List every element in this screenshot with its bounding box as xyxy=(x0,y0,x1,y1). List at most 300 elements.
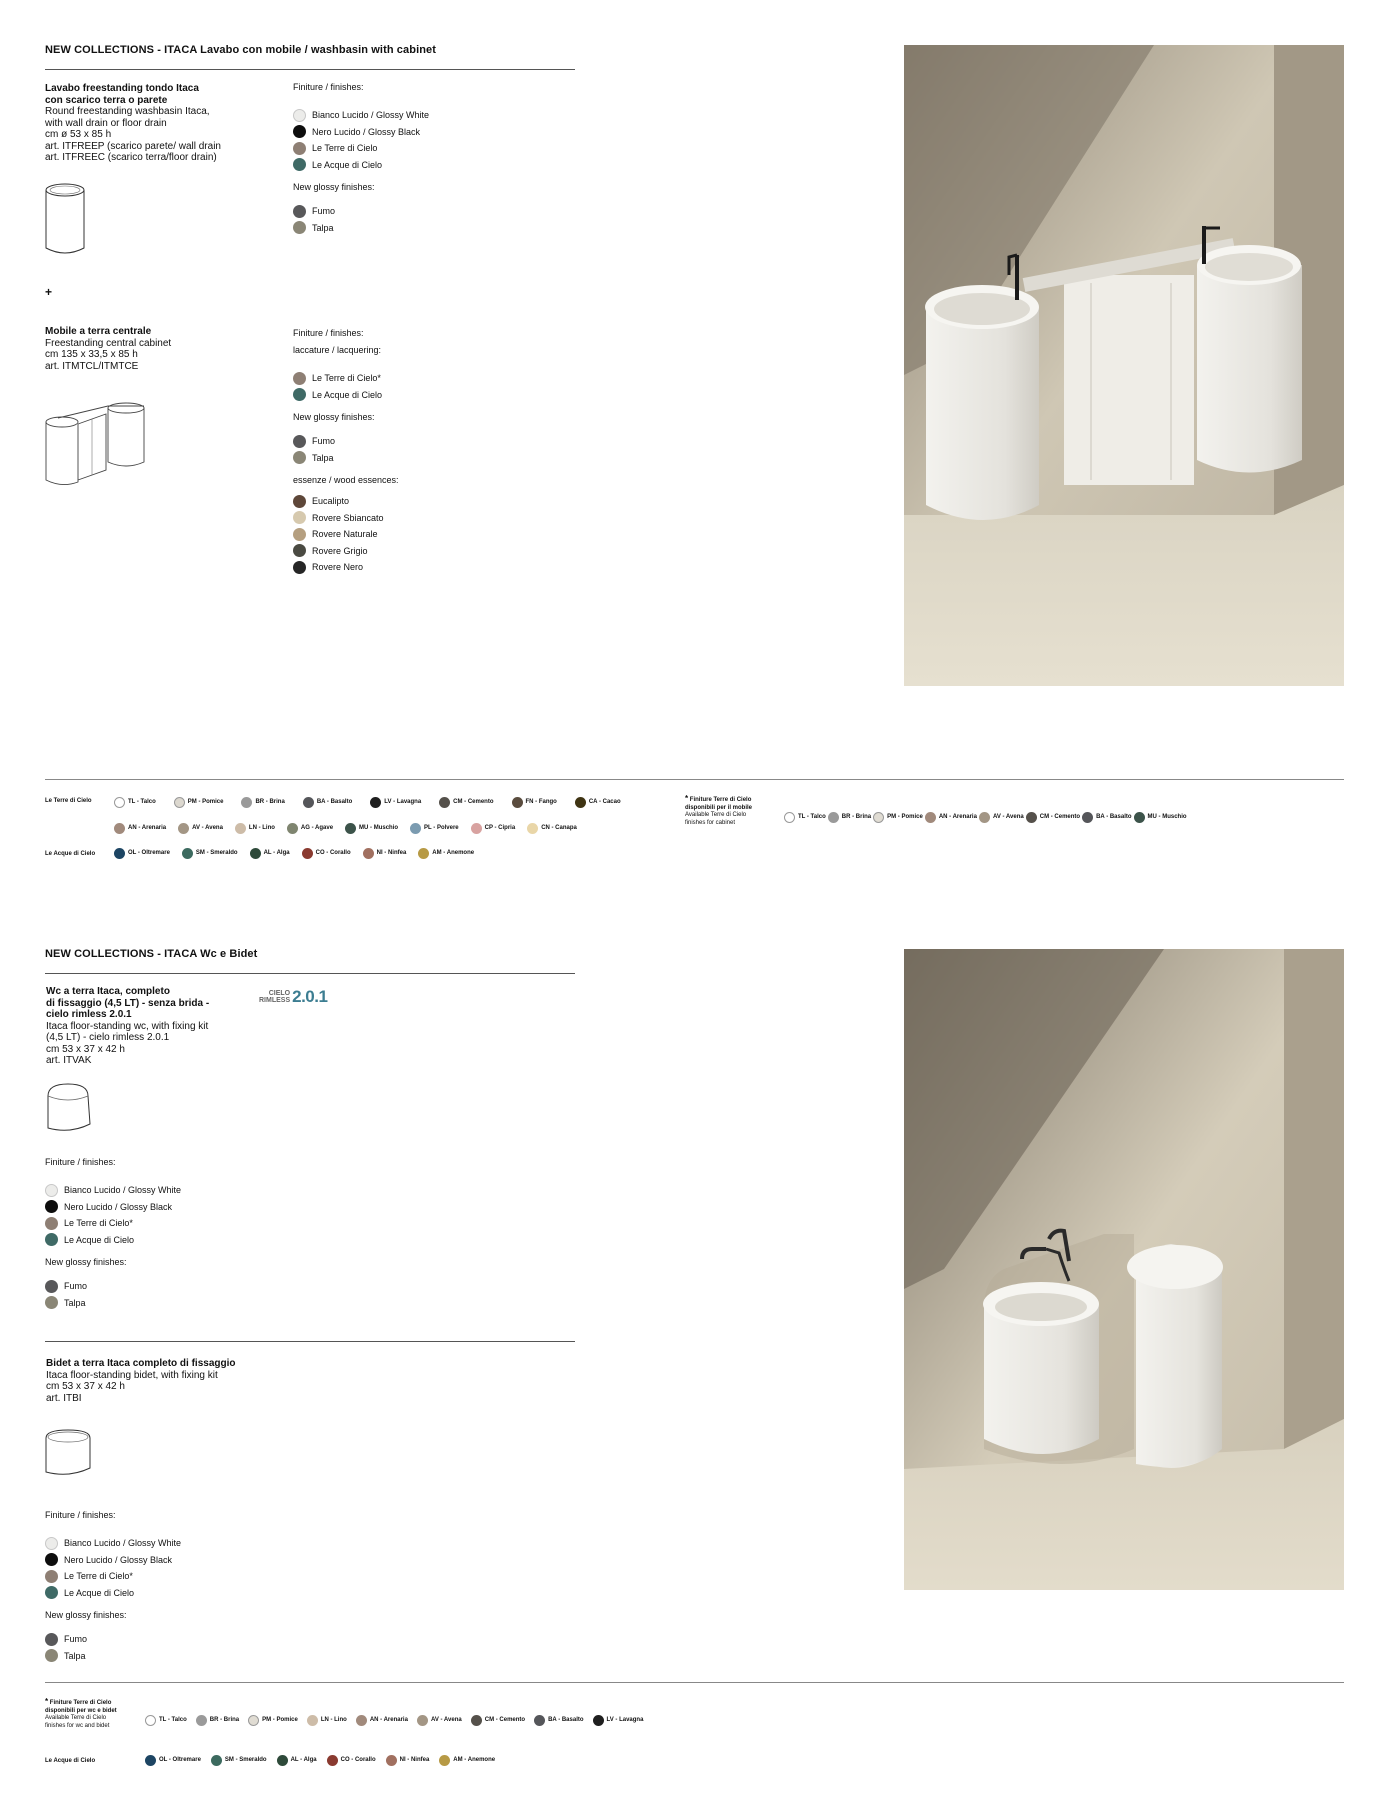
swatch-dot xyxy=(114,848,125,859)
acque-swatch-row xyxy=(145,1753,505,1767)
finish-item xyxy=(45,1631,265,1648)
finish-item xyxy=(293,510,493,527)
wc-name: di fissaggio (4,5 LT) - senza brida - xyxy=(46,997,210,1009)
bidet-description xyxy=(46,1358,306,1404)
swatch-dot xyxy=(417,1715,428,1726)
swatch-dot xyxy=(345,823,356,834)
swatch-dot xyxy=(410,823,421,834)
finishes-list xyxy=(293,370,493,403)
cielo-rimless-logo xyxy=(259,987,327,1007)
finish-color-dot xyxy=(45,1633,58,1646)
finish-color-dot xyxy=(293,205,306,218)
color-swatch xyxy=(512,797,557,808)
washbasin-line: cm ø 53 x 85 h xyxy=(45,129,112,140)
color-swatch xyxy=(1026,812,1080,823)
swatch-dot xyxy=(287,823,298,834)
color-swatch xyxy=(211,1755,267,1766)
swatch-dot xyxy=(182,848,193,859)
finish-label: Talpa xyxy=(312,222,334,233)
wc-line-drawing xyxy=(44,1082,92,1134)
note-line: disponibili per il mobile xyxy=(685,804,753,811)
washbasin-line: art. ITFREEC (scarico terra/floor drain) xyxy=(45,152,217,163)
wood-label: essenze / wood essences: xyxy=(293,475,399,485)
finish-color-dot xyxy=(293,528,306,541)
swatch-label: PL - Polvere xyxy=(424,825,459,831)
wc-bidet-photo xyxy=(904,949,1344,1590)
wc-swatch-row xyxy=(145,1713,652,1727)
swatch-dot xyxy=(235,823,246,834)
new-finishes-list xyxy=(45,1278,265,1311)
color-swatch xyxy=(196,1715,239,1726)
swatch-label: TL - Talco xyxy=(159,1717,187,1723)
swatch-label: OL - Oltremare xyxy=(128,850,170,856)
section1-swatch-rule xyxy=(45,779,1344,780)
washbasin-line: with wall drain or floor drain xyxy=(45,117,167,129)
finish-color-dot xyxy=(45,1200,58,1213)
finish-item xyxy=(293,140,493,157)
color-swatch xyxy=(307,1715,347,1726)
finish-item xyxy=(45,1295,265,1312)
finish-color-dot xyxy=(45,1553,58,1566)
color-swatch xyxy=(439,797,493,808)
swatch-dot xyxy=(873,812,884,823)
washbasin-finishes xyxy=(293,81,493,236)
bidet-line: art. ITBI xyxy=(46,1392,82,1404)
finish-label: Le Terre di Cielo* xyxy=(312,373,381,384)
finish-label: Talpa xyxy=(312,452,334,463)
note-line: Finiture Terre di Cielo xyxy=(49,1700,112,1706)
color-swatch xyxy=(527,823,577,834)
swatch-dot xyxy=(386,1755,397,1766)
cabinet-line: art. ITMTCL/ITMTCE xyxy=(45,360,139,372)
swatch-dot xyxy=(784,812,795,823)
swatch-dot xyxy=(418,848,429,859)
section2-mid-rule xyxy=(45,1341,575,1342)
finish-item xyxy=(293,203,493,220)
finish-item xyxy=(293,107,493,124)
finish-color-dot xyxy=(293,435,306,448)
washbasin-description xyxy=(45,83,275,164)
finish-label: Talpa xyxy=(64,1297,86,1308)
swatch-dot xyxy=(248,1715,259,1726)
swatch-dot xyxy=(114,797,125,808)
finishes-list xyxy=(45,1182,265,1248)
swatch-dot xyxy=(250,848,261,859)
swatch-dot xyxy=(114,823,125,834)
color-swatch xyxy=(114,823,166,834)
swatch-label: MU - Muschio xyxy=(1147,814,1187,820)
finish-label: Bianco Lucido / Glossy White xyxy=(64,1185,182,1196)
finish-color-dot xyxy=(45,1280,58,1293)
color-swatch xyxy=(248,1715,298,1726)
finish-item xyxy=(45,1199,265,1216)
color-swatch xyxy=(873,812,923,823)
finish-label: Bianco Lucido / Glossy White xyxy=(64,1538,182,1549)
wc-finishes xyxy=(45,1156,265,1311)
finish-color-dot xyxy=(45,1570,58,1583)
finish-color-dot xyxy=(45,1233,58,1246)
acque-label: Le Acque di Cielo xyxy=(45,851,96,857)
swatch-label: TL - Talco xyxy=(128,799,156,805)
swatch-dot xyxy=(307,1715,318,1726)
finish-item xyxy=(45,1535,265,1552)
swatch-label: MU - Muschio xyxy=(359,825,399,831)
finish-color-dot xyxy=(293,125,306,138)
swatch-dot xyxy=(174,797,185,808)
finish-item xyxy=(293,450,493,467)
swatch-label: AG - Agave xyxy=(300,825,334,831)
swatch-label: AN - Arenaria xyxy=(128,825,167,831)
cabinet-finishes xyxy=(293,327,493,576)
finish-color-dot xyxy=(293,158,306,171)
swatch-label: AV - Avena xyxy=(992,814,1024,820)
swatch-dot xyxy=(145,1715,156,1726)
swatch-dot xyxy=(277,1755,288,1766)
color-swatch xyxy=(356,1715,408,1726)
swatch-label: NI - Ninfea xyxy=(399,1757,430,1763)
swatch-dot xyxy=(327,1755,338,1766)
finish-item xyxy=(45,1182,265,1199)
swatch-label: AL - Alga xyxy=(290,1757,317,1763)
swatch-dot xyxy=(439,1755,450,1766)
finish-label: Le Terre di Cielo xyxy=(312,143,378,154)
swatch-dot xyxy=(534,1715,545,1726)
swatch-label: BR - Brina xyxy=(255,799,285,805)
finish-color-dot xyxy=(293,544,306,557)
color-swatch xyxy=(925,812,977,823)
finish-label: Fumo xyxy=(312,206,336,217)
logo-mid-text: RIMLESS xyxy=(259,997,291,1004)
cabinet-name: Mobile a terra centrale xyxy=(45,326,152,337)
new-finishes-list xyxy=(293,433,493,466)
color-swatch xyxy=(174,797,224,808)
finish-color-dot xyxy=(45,1649,58,1662)
finish-color-dot xyxy=(293,388,306,401)
cabinet-swatch-row xyxy=(784,810,1189,824)
swatch-dot xyxy=(1026,812,1037,823)
color-swatch xyxy=(302,848,351,859)
section2-title: NEW COLLECTIONS - ITACA Wc e Bidet xyxy=(45,948,258,960)
finish-label: Rovere Grigio xyxy=(312,545,368,556)
bidet-line-drawing xyxy=(43,1428,93,1478)
color-swatch xyxy=(345,823,398,834)
swatch-label: BR - Brina xyxy=(841,814,872,820)
color-swatch xyxy=(145,1755,201,1766)
cabinet-line: Freestanding central cabinet xyxy=(45,337,172,349)
wc-bidet-availability-note xyxy=(45,1698,135,1730)
swatch-dot xyxy=(178,823,189,834)
finish-color-dot xyxy=(45,1537,58,1550)
finish-label: Nero Lucido / Glossy Black xyxy=(312,126,421,137)
finish-color-dot xyxy=(293,451,306,464)
swatch-label: CO - Corallo xyxy=(315,850,351,856)
finish-label: Le Acque di Cielo xyxy=(312,389,383,400)
cabinet-availability-note xyxy=(685,795,775,827)
finish-item xyxy=(45,1232,265,1249)
new-finishes-list xyxy=(293,203,493,236)
wc-line: Itaca floor-standing wc, with fixing kit xyxy=(46,1020,209,1032)
finish-color-dot xyxy=(293,109,306,122)
bidet-line: Itaca floor-standing bidet, with fixing kit xyxy=(46,1369,218,1381)
swatch-label: SM - Smeraldo xyxy=(224,1757,267,1763)
terre-swatch-row-1 xyxy=(114,795,639,809)
wc-line: (4,5 LT) - cielo rimless 2.0.1 xyxy=(46,1032,170,1043)
finish-label: Le Terre di Cielo* xyxy=(64,1571,133,1582)
note-line: finishes for wc and bidet xyxy=(45,1722,110,1729)
acque-label: Le Acque di Cielo xyxy=(45,1758,96,1764)
swatch-label: AM - Anemone xyxy=(453,1757,496,1763)
swatch-dot xyxy=(575,797,586,808)
cabinet-line-drawing xyxy=(44,400,148,488)
color-swatch xyxy=(114,848,170,859)
color-swatch xyxy=(575,797,621,808)
color-swatch xyxy=(1082,812,1131,823)
swatch-label: CN - Canapa xyxy=(541,825,577,831)
swatch-label: AV - Avena xyxy=(192,825,223,831)
swatch-label: CM - Cemento xyxy=(1039,814,1081,820)
color-swatch xyxy=(235,823,275,834)
swatch-label: CA - Cacao xyxy=(588,799,621,805)
wood-finishes-list xyxy=(293,493,493,576)
washbasin-line-drawing xyxy=(44,182,86,256)
swatch-dot xyxy=(979,812,990,823)
swatch-dot xyxy=(593,1715,604,1726)
note-line: disponibili per wc e bidet xyxy=(45,1707,117,1714)
swatch-label: BA - Basalto xyxy=(548,1717,584,1723)
finish-color-dot xyxy=(45,1184,58,1197)
color-swatch xyxy=(327,1755,376,1766)
finish-color-dot xyxy=(293,372,306,385)
finish-label: Rovere Naturale xyxy=(312,529,378,540)
section2-swatch-rule xyxy=(45,1682,1344,1683)
cabinet-line: cm 135 x 33,5 x 85 h xyxy=(45,349,138,360)
swatch-dot xyxy=(925,812,936,823)
finish-label: Rovere Sbiancato xyxy=(312,512,384,523)
swatch-dot xyxy=(512,797,523,808)
finish-item xyxy=(293,220,493,237)
finish-item xyxy=(45,1215,265,1232)
color-swatch xyxy=(471,1715,525,1726)
section1-title: NEW COLLECTIONS - ITACA Lavabo con mobile / washbasin with cabinet xyxy=(45,44,437,56)
swatch-dot xyxy=(241,797,252,808)
swatch-dot xyxy=(439,797,450,808)
section2-title-rule xyxy=(45,973,575,974)
finish-color-dot xyxy=(45,1586,58,1599)
swatch-dot xyxy=(302,848,313,859)
finish-label: Le Acque di Cielo xyxy=(64,1234,135,1245)
color-swatch xyxy=(303,797,352,808)
new-finishes-list xyxy=(45,1631,265,1664)
finish-label: Le Terre di Cielo* xyxy=(64,1218,133,1229)
swatch-label: FN - Fango xyxy=(525,799,557,805)
wc-description xyxy=(46,986,286,1067)
finishes-label: Finiture / finishes: xyxy=(293,328,364,338)
wc-line: art. ITVAK xyxy=(46,1055,92,1066)
color-swatch xyxy=(145,1715,187,1726)
swatch-label: LN - Lino xyxy=(320,1717,347,1723)
color-swatch xyxy=(250,848,290,859)
swatch-dot xyxy=(196,1715,207,1726)
finish-item xyxy=(293,493,493,510)
finishes-list xyxy=(293,107,493,173)
finish-color-dot xyxy=(293,495,306,508)
swatch-label: TL - Talco xyxy=(798,814,826,820)
swatch-dot xyxy=(527,823,538,834)
swatch-label: PM - Pomice xyxy=(262,1717,298,1723)
color-swatch xyxy=(410,823,459,834)
color-swatch xyxy=(241,797,284,808)
finish-item xyxy=(293,559,493,576)
terre-swatch-row-2 xyxy=(114,821,589,835)
new-finishes-label: New glossy finishes: xyxy=(293,182,375,192)
swatch-label: SM - Smeraldo xyxy=(195,850,238,856)
swatch-label: BR - Brina xyxy=(209,1717,240,1723)
color-swatch xyxy=(593,1715,644,1726)
swatch-label: LN - Lino xyxy=(248,825,275,831)
swatch-label: BA - Basalto xyxy=(316,799,353,805)
acque-swatch-row xyxy=(114,846,486,860)
swatch-label: AN - Arenaria xyxy=(369,1717,408,1723)
finish-color-dot xyxy=(293,221,306,234)
finish-color-dot xyxy=(293,142,306,155)
new-finishes-label: New glossy finishes: xyxy=(45,1257,127,1267)
swatch-label: AV - Avena xyxy=(430,1717,462,1723)
washbasin-line: art. ITFREEP (scarico parete/ wall drain xyxy=(45,140,221,152)
color-swatch xyxy=(417,1715,462,1726)
note-star: * xyxy=(45,1697,49,1706)
washbasin-name-2: con scarico terra o parete xyxy=(45,94,168,106)
swatch-dot xyxy=(145,1755,156,1766)
finish-label: Le Acque di Cielo xyxy=(312,159,383,170)
finish-color-dot xyxy=(293,561,306,574)
bidet-line: cm 53 x 37 x 42 h xyxy=(46,1381,125,1392)
swatch-dot xyxy=(356,1715,367,1726)
finish-item xyxy=(293,157,493,174)
finishes-label: Finiture / finishes: xyxy=(45,1510,116,1520)
finishes-label: Finiture / finishes: xyxy=(45,1157,116,1167)
swatch-dot xyxy=(471,823,482,834)
finish-item xyxy=(293,543,493,560)
new-finishes-label: New glossy finishes: xyxy=(45,1610,127,1620)
swatch-dot xyxy=(363,848,374,859)
finish-label: Fumo xyxy=(64,1634,88,1645)
finish-color-dot xyxy=(293,511,306,524)
plus-sign: + xyxy=(45,285,53,299)
swatch-label: BA - Basalto xyxy=(1096,814,1132,820)
swatch-label: AL - Alga xyxy=(263,850,290,856)
swatch-label: CM - Cemento xyxy=(484,1717,526,1723)
terre-label: Le Terre di Cielo xyxy=(45,798,92,804)
swatch-dot xyxy=(471,1715,482,1726)
finishes-list xyxy=(45,1535,265,1601)
swatch-label: CM - Cemento xyxy=(453,799,494,805)
color-swatch xyxy=(471,823,516,834)
finish-item xyxy=(293,526,493,543)
swatch-label: LV - Lavagna xyxy=(384,799,422,805)
finish-item xyxy=(45,1568,265,1585)
note-line: Finiture Terre di Cielo xyxy=(689,797,752,803)
finish-item xyxy=(45,1585,265,1602)
swatch-label: OL - Oltremare xyxy=(159,1757,201,1763)
note-line: finishes for cabinet xyxy=(685,819,736,826)
color-swatch xyxy=(114,797,156,808)
bidet-finishes xyxy=(45,1509,265,1664)
washbasin-name: Lavabo freestanding tondo Itaca xyxy=(45,83,199,94)
cabinet-description xyxy=(45,326,275,372)
finish-item xyxy=(45,1552,265,1569)
swatch-dot xyxy=(370,797,381,808)
color-swatch xyxy=(287,823,333,834)
finish-label: Bianco Lucido / Glossy White xyxy=(312,110,430,121)
color-swatch xyxy=(784,812,826,823)
swatch-dot xyxy=(1082,812,1093,823)
washbasin-line: Round freestanding washbasin Itaca, xyxy=(45,106,210,117)
note-line: Available Terre di Cielo xyxy=(45,1715,107,1721)
finish-item xyxy=(293,370,493,387)
finish-label: Rovere Nero xyxy=(312,562,364,573)
finish-label: Talpa xyxy=(64,1650,86,1661)
color-swatch xyxy=(182,848,238,859)
finish-item xyxy=(293,124,493,141)
finish-color-dot xyxy=(45,1217,58,1230)
swatch-dot xyxy=(828,812,839,823)
finish-label: Fumo xyxy=(64,1281,88,1292)
wc-line: cm 53 x 37 x 42 h xyxy=(46,1043,125,1055)
swatch-label: NI - Ninfea xyxy=(376,850,407,856)
wc-name: Wc a terra Itaca, completo xyxy=(46,986,170,997)
swatch-label: PM - Pomice xyxy=(887,814,923,820)
swatch-label: LV - Lavagna xyxy=(606,1717,644,1723)
color-swatch xyxy=(828,812,871,823)
color-swatch xyxy=(979,812,1024,823)
swatch-dot xyxy=(1134,812,1145,823)
finish-label: Fumo xyxy=(312,436,336,447)
swatch-label: CP - Cipria xyxy=(484,825,516,831)
color-swatch xyxy=(370,797,421,808)
note-line: Available Terre di Cielo xyxy=(685,812,747,818)
color-swatch xyxy=(534,1715,583,1726)
bidet-name: Bidet a terra Itaca completo di fissaggio xyxy=(46,1358,236,1369)
new-finishes-label: New glossy finishes: xyxy=(293,412,375,422)
finish-item xyxy=(293,433,493,450)
section1-title-rule xyxy=(45,69,575,70)
swatch-label: CO - Corallo xyxy=(340,1757,376,1763)
swatch-label: AM - Anemone xyxy=(432,850,475,856)
finish-item xyxy=(45,1648,265,1665)
swatch-label: AN - Arenaria xyxy=(938,814,977,820)
color-swatch xyxy=(439,1755,495,1766)
finish-item xyxy=(293,387,493,404)
color-swatch xyxy=(1134,812,1187,823)
color-swatch xyxy=(277,1755,317,1766)
finish-label: Nero Lucido / Glossy Black xyxy=(64,1554,173,1565)
color-swatch xyxy=(418,848,474,859)
finishes-label: Finiture / finishes: xyxy=(293,82,364,92)
logo-number: 2.0.1 xyxy=(292,987,328,1006)
finish-color-dot xyxy=(45,1296,58,1309)
finish-label: Eucalipto xyxy=(312,496,350,507)
color-swatch xyxy=(178,823,223,834)
swatch-dot xyxy=(303,797,314,808)
color-swatch xyxy=(386,1755,430,1766)
lacquer-label: laccature / lacquering: xyxy=(293,345,382,355)
logo-top-text: CIELO xyxy=(268,990,291,997)
wc-name: cielo rimless 2.0.1 xyxy=(46,1009,132,1020)
washbasin-cabinet-photo xyxy=(904,45,1344,686)
note-star: * xyxy=(685,794,689,803)
finish-label: Nero Lucido / Glossy Black xyxy=(64,1201,173,1212)
finish-item xyxy=(45,1278,265,1295)
